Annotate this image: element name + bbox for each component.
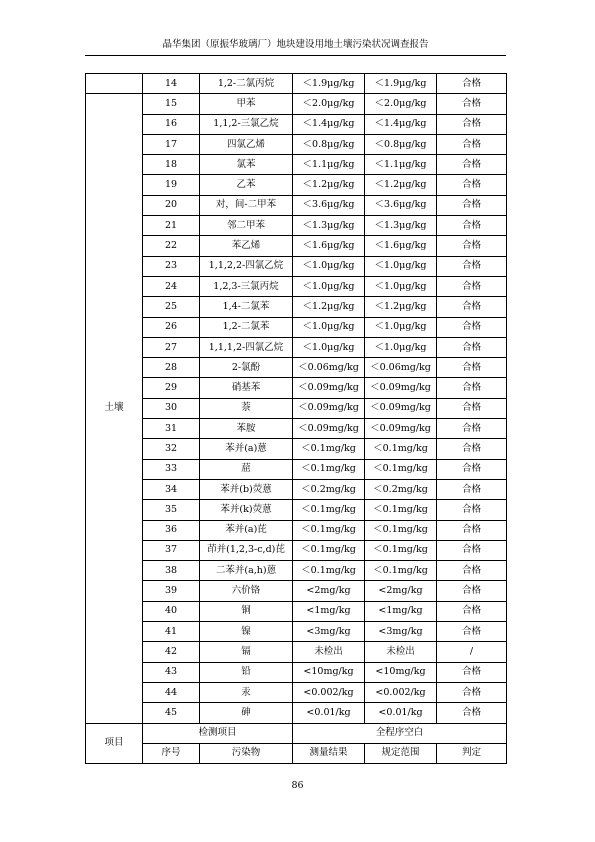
row-number-cell: 36 [143, 520, 200, 540]
range-cell: <1mg/kg [365, 601, 437, 621]
row-number-cell: 17 [143, 134, 200, 154]
range-cell: 未检出 [365, 642, 437, 662]
range-cell: ＜0.1mg/kg [365, 540, 437, 560]
table-row [86, 276, 507, 296]
result-cell: ＜0.8μg/kg [293, 134, 365, 154]
table-row [86, 94, 507, 114]
row-number-cell: 33 [143, 459, 200, 479]
table-row [86, 317, 507, 337]
result-cell: ＜1.0μg/kg [293, 256, 365, 276]
table-row [86, 662, 507, 682]
verdict-cell: 合格 [437, 297, 507, 317]
verdict-cell: 合格 [437, 256, 507, 276]
table-row [86, 479, 507, 499]
result-cell: ＜1.1μg/kg [293, 155, 365, 175]
pollutant-cell: 苯并(b)荧蒽 [200, 479, 293, 499]
pollutant-cell: 1,1,2-三氯乙烷 [200, 114, 293, 134]
pollutant-cell: 1,1,1,2-四氯乙烷 [200, 337, 293, 357]
group-cell-empty [86, 74, 143, 94]
table-row [86, 703, 507, 723]
pollutant-cell: 2-氯酚 [200, 358, 293, 378]
table-row [86, 337, 507, 357]
table-row [86, 256, 507, 276]
pollutant-cell: 1,2,3-三氯丙烷 [200, 276, 293, 296]
table-row [86, 682, 507, 702]
verdict-cell: 合格 [437, 378, 507, 398]
result-cell: ＜2.0μg/kg [293, 94, 365, 114]
verdict-cell: 合格 [437, 479, 507, 499]
verdict-cell: 合格 [437, 520, 507, 540]
table-row [86, 622, 507, 642]
table-row [86, 459, 507, 479]
range-cell: ＜0.06mg/kg [365, 358, 437, 378]
verdict-cell: 合格 [437, 419, 507, 439]
pollutant-cell: 苯并(a)蒽 [200, 439, 293, 459]
group-label-cell: 土壤 [86, 94, 143, 723]
table-row [86, 581, 507, 601]
range-cell: ＜1.2μg/kg [365, 297, 437, 317]
verdict-cell: 合格 [437, 540, 507, 560]
verdict-cell: 合格 [437, 581, 507, 601]
result-cell: ＜1.0μg/kg [293, 276, 365, 296]
range-cell: ＜0.09mg/kg [365, 419, 437, 439]
row-number-cell: 15 [143, 94, 200, 114]
row-number-cell: 41 [143, 622, 200, 642]
pollutant-cell: 萘 [200, 398, 293, 418]
verdict-cell: 合格 [437, 134, 507, 154]
result-cell: ＜0.09mg/kg [293, 419, 365, 439]
range-cell: ＜3.6μg/kg [365, 195, 437, 215]
verdict-cell: 合格 [437, 236, 507, 256]
row-number-cell: 18 [143, 155, 200, 175]
pollutant-cell: 䓛 [200, 459, 293, 479]
row-number-cell: 34 [143, 479, 200, 499]
verdict-cell: 合格 [437, 622, 507, 642]
range-cell: ＜0.09mg/kg [365, 398, 437, 418]
result-cell: <2mg/kg [293, 581, 365, 601]
result-cell: ＜0.1mg/kg [293, 540, 365, 560]
row-number-cell: 16 [143, 114, 200, 134]
result-cell: ＜0.06mg/kg [293, 358, 365, 378]
verdict-cell: 合格 [437, 500, 507, 520]
results-table [85, 73, 507, 764]
blank-label-cell: 全程序空白 [293, 723, 507, 743]
range-cell: ＜0.1mg/kg [365, 520, 437, 540]
row-number-cell: 42 [143, 642, 200, 662]
results-table-body [86, 74, 507, 724]
pollutant-cell: 六价铬 [200, 581, 293, 601]
range-cell: ＜0.09mg/kg [365, 378, 437, 398]
table-row [86, 155, 507, 175]
pollutant-cell: 汞 [200, 682, 293, 702]
pollutant-cell: 铅 [200, 662, 293, 682]
row-number-cell: 28 [143, 358, 200, 378]
row-number-cell: 29 [143, 378, 200, 398]
range-cell: ＜0.8μg/kg [365, 134, 437, 154]
col-pollutant-header: 污染物 [200, 743, 293, 763]
row-number-cell: 19 [143, 175, 200, 195]
row-number-cell: 26 [143, 317, 200, 337]
verdict-cell: 合格 [437, 276, 507, 296]
result-cell: ＜3.6μg/kg [293, 195, 365, 215]
table-row [86, 297, 507, 317]
result-cell: ＜0.1mg/kg [293, 500, 365, 520]
result-cell: ＜0.2mg/kg [293, 479, 365, 499]
result-cell: <0.01/kg [293, 703, 365, 723]
pollutant-cell: 氯苯 [200, 155, 293, 175]
row-number-cell: 30 [143, 398, 200, 418]
range-cell: ＜1.0μg/kg [365, 256, 437, 276]
range-cell: ＜1.4μg/kg [365, 114, 437, 134]
result-cell: <0.002/kg [293, 682, 365, 702]
table-row [86, 195, 507, 215]
row-number-cell: 44 [143, 682, 200, 702]
pollutant-cell: 镉 [200, 642, 293, 662]
range-cell: ＜0.1mg/kg [365, 439, 437, 459]
pollutant-cell: 镍 [200, 622, 293, 642]
result-cell: ＜0.09mg/kg [293, 378, 365, 398]
verdict-cell: 合格 [437, 337, 507, 357]
verdict-cell: 合格 [437, 358, 507, 378]
pollutant-cell: 对，间-二甲苯 [200, 195, 293, 215]
pollutant-cell: 乙苯 [200, 175, 293, 195]
row-number-cell: 45 [143, 703, 200, 723]
result-cell: ＜1.3μg/kg [293, 216, 365, 236]
row-number-cell: 40 [143, 601, 200, 621]
range-cell: ＜1.1μg/kg [365, 155, 437, 175]
range-cell: ＜0.1mg/kg [365, 459, 437, 479]
range-cell: <3mg/kg [365, 622, 437, 642]
range-cell: <0.002/kg [365, 682, 437, 702]
table-row [86, 642, 507, 662]
pollutant-cell: 邻二甲苯 [200, 216, 293, 236]
col-no-header: 序号 [143, 743, 200, 763]
page-number: 86 [291, 780, 304, 791]
test-items-label-cell: 检测项目 [143, 723, 293, 743]
range-cell: <10mg/kg [365, 662, 437, 682]
verdict-cell: 合格 [437, 561, 507, 581]
result-cell: ＜1.0μg/kg [293, 337, 365, 357]
row-number-cell: 31 [143, 419, 200, 439]
row-number-cell: 37 [143, 540, 200, 560]
row-number-cell: 24 [143, 276, 200, 296]
pollutant-cell: 1,1,2,2-四氯乙烷 [200, 256, 293, 276]
verdict-cell: 合格 [437, 703, 507, 723]
verdict-cell: 合格 [437, 195, 507, 215]
result-cell: ＜1.9μg/kg [293, 74, 365, 94]
pollutant-cell: 二苯并(a,h)蒽 [200, 561, 293, 581]
table-row [86, 419, 507, 439]
verdict-cell: 合格 [437, 601, 507, 621]
table-row [86, 398, 507, 418]
pollutant-cell: 1,4-二氯苯 [200, 297, 293, 317]
result-cell: <3mg/kg [293, 622, 365, 642]
verdict-cell: 合格 [437, 317, 507, 337]
header-rule [85, 55, 506, 56]
pollutant-cell: 1,2-二氯苯 [200, 317, 293, 337]
table-row [86, 216, 507, 236]
range-cell: ＜0.1mg/kg [365, 500, 437, 520]
table-footer [86, 723, 507, 764]
result-cell: <1mg/kg [293, 601, 365, 621]
result-cell: ＜1.6μg/kg [293, 236, 365, 256]
pollutant-cell: 苯并(a)芘 [200, 520, 293, 540]
table-row [86, 236, 507, 256]
row-number-cell: 22 [143, 236, 200, 256]
row-number-cell: 35 [143, 500, 200, 520]
verdict-cell: 合格 [437, 439, 507, 459]
result-cell: ＜1.2μg/kg [293, 297, 365, 317]
pollutant-cell: 砷 [200, 703, 293, 723]
pollutant-cell: 茚并(1,2,3-c,d)芘 [200, 540, 293, 560]
pollutant-cell: 四氯乙烯 [200, 134, 293, 154]
col-result-header: 测量结果 [293, 743, 365, 763]
range-cell: ＜1.2μg/kg [365, 175, 437, 195]
verdict-cell: 合格 [437, 74, 507, 94]
verdict-cell: 合格 [437, 175, 507, 195]
row-number-cell: 14 [143, 74, 200, 94]
pollutant-cell: 苯并(k)荧蒽 [200, 500, 293, 520]
range-cell: ＜0.2mg/kg [365, 479, 437, 499]
row-number-cell: 23 [143, 256, 200, 276]
pollutant-cell: 硝基苯 [200, 378, 293, 398]
verdict-cell: / [437, 642, 507, 662]
table-row [86, 114, 507, 134]
verdict-cell: 合格 [437, 94, 507, 114]
pollutant-cell: 铜 [200, 601, 293, 621]
range-cell: ＜2.0μg/kg [365, 94, 437, 114]
range-cell: ＜1.9μg/kg [365, 74, 437, 94]
verdict-cell: 合格 [437, 398, 507, 418]
row-number-cell: 39 [143, 581, 200, 601]
range-cell: ＜1.3μg/kg [365, 216, 437, 236]
row-number-cell: 20 [143, 195, 200, 215]
pollutant-cell: 甲苯 [200, 94, 293, 114]
pollutant-cell: 苯乙烯 [200, 236, 293, 256]
row-number-cell: 27 [143, 337, 200, 357]
range-cell: ＜1.0μg/kg [365, 317, 437, 337]
pollutant-cell: 1,2-二氯丙烷 [200, 74, 293, 94]
col-verdict-header: 判定 [437, 743, 507, 763]
result-cell: ＜1.4μg/kg [293, 114, 365, 134]
row-number-cell: 43 [143, 662, 200, 682]
table-row [86, 500, 507, 520]
table-row [86, 561, 507, 581]
table-row [86, 358, 507, 378]
page-header: 晶华集团（原振华玻璃厂）地块建设用地土壤污染状况调查报告 [162, 39, 429, 50]
table-row [86, 520, 507, 540]
verdict-cell: 合格 [437, 662, 507, 682]
range-cell: <2mg/kg [365, 581, 437, 601]
range-cell: ＜0.1mg/kg [365, 561, 437, 581]
footer-row-2 [86, 743, 507, 763]
verdict-cell: 合格 [437, 216, 507, 236]
footer-row-1 [86, 723, 507, 743]
result-cell: ＜0.1mg/kg [293, 459, 365, 479]
row-number-cell: 21 [143, 216, 200, 236]
result-cell: ＜1.0μg/kg [293, 317, 365, 337]
pollutant-cell: 苯胺 [200, 419, 293, 439]
table-row [86, 175, 507, 195]
result-cell: 未检出 [293, 642, 365, 662]
range-cell: ＜1.6μg/kg [365, 236, 437, 256]
result-cell: ＜0.1mg/kg [293, 439, 365, 459]
row-number-cell: 38 [143, 561, 200, 581]
range-cell: ＜1.0μg/kg [365, 337, 437, 357]
result-cell: ＜1.2μg/kg [293, 175, 365, 195]
project-label-cell: 项目 [86, 723, 143, 764]
verdict-cell: 合格 [437, 459, 507, 479]
col-range-header: 规定范围 [365, 743, 437, 763]
result-cell: ＜0.1mg/kg [293, 520, 365, 540]
verdict-cell: 合格 [437, 682, 507, 702]
result-cell: <10mg/kg [293, 662, 365, 682]
table-row [86, 601, 507, 621]
range-cell: ＜1.0μg/kg [365, 276, 437, 296]
verdict-cell: 合格 [437, 155, 507, 175]
table-row [86, 74, 507, 94]
range-cell: <0.01/kg [365, 703, 437, 723]
table-row [86, 439, 507, 459]
result-cell: ＜0.09mg/kg [293, 398, 365, 418]
table-row [86, 540, 507, 560]
row-number-cell: 25 [143, 297, 200, 317]
result-cell: ＜0.1mg/kg [293, 561, 365, 581]
table-row [86, 378, 507, 398]
verdict-cell: 合格 [437, 114, 507, 134]
row-number-cell: 32 [143, 439, 200, 459]
table-row [86, 134, 507, 154]
